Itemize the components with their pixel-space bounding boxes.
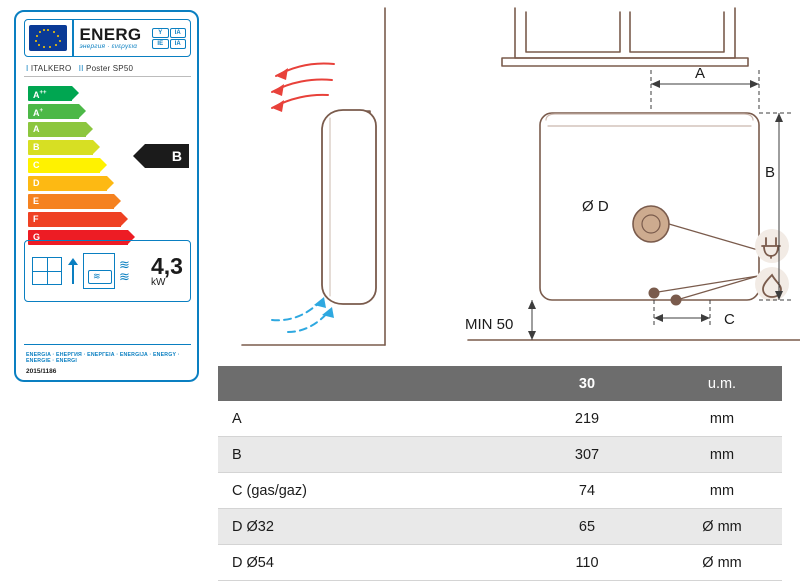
- energ-word: ENERG: [79, 24, 142, 44]
- energ-wordmark: [74, 26, 153, 51]
- scale-letter: C: [33, 160, 40, 170]
- energy-label: [14, 10, 199, 382]
- row-label: B: [232, 446, 242, 463]
- row-unit: mm: [709, 410, 735, 427]
- row-label: D Ø32: [232, 518, 274, 535]
- scale-row: [28, 176, 148, 191]
- table-header-row: [218, 366, 782, 401]
- scale-letter: G: [33, 232, 41, 242]
- scale-letter: E: [33, 196, 40, 206]
- table-header-cell-model: 30: [512, 366, 662, 401]
- dim-label-B: B: [764, 164, 776, 181]
- brand-name: ITALKERO: [30, 64, 72, 73]
- scale-row: [28, 86, 148, 101]
- footer-languages: ENERGIA · ЕНЕРГИЯ · ΕΝΕΡΓΕΙΑ · ENERGIJA · ENERGY · ENERGIE · ENERGI: [26, 352, 180, 364]
- scale-row: [28, 122, 148, 137]
- dim-label-D: Ø D: [582, 198, 609, 215]
- rated-class-letter: B: [171, 148, 182, 164]
- scale-row: [28, 140, 148, 155]
- scale-letter: A++: [33, 90, 47, 100]
- lang-code: IA: [170, 39, 187, 49]
- efficiency-scale: [28, 86, 148, 248]
- scale-letter: F: [33, 214, 39, 224]
- table-row: [218, 437, 782, 473]
- table-row: [218, 473, 782, 509]
- heat-waves-icon: ≋ ≋: [119, 257, 129, 284]
- scale-row: [28, 194, 148, 209]
- power-value: 4,3: [151, 252, 183, 279]
- technical-drawings: [210, 0, 800, 365]
- footer-divider: [24, 344, 191, 345]
- row-unit: Ø mm: [702, 518, 742, 535]
- energy-label-header: [24, 19, 191, 57]
- row-label: A: [232, 410, 242, 427]
- dim-label-C: C: [724, 311, 735, 328]
- heater-icon: ≋: [83, 253, 115, 289]
- table-body: [218, 401, 782, 581]
- rated-class-badge: [145, 144, 189, 168]
- row-value: 219: [574, 410, 600, 427]
- row-unit: Ø mm: [702, 554, 742, 571]
- table-header-cell-unit: u.m.: [662, 366, 782, 401]
- scale-letter: B: [33, 142, 40, 152]
- lang-code: IE: [152, 39, 169, 49]
- scale-row: [28, 212, 148, 227]
- row-unit: mm: [709, 446, 735, 463]
- dimensions-table: [218, 366, 782, 581]
- row-value: 110: [575, 554, 599, 571]
- table-row: [218, 509, 782, 545]
- lang-code: Y: [152, 28, 169, 38]
- brand-divider: [24, 76, 191, 77]
- dim-label-A: A: [694, 65, 706, 82]
- table-row: [218, 401, 782, 437]
- scale-row: [28, 158, 148, 173]
- eu-flag-icon: [29, 25, 67, 51]
- scale-letter: A+: [33, 108, 44, 118]
- regulation-number: 2015/1186: [26, 368, 57, 375]
- table-row: [218, 545, 782, 581]
- row-value: 307: [574, 446, 600, 463]
- row-value: 65: [578, 518, 596, 535]
- scale-row: [28, 104, 148, 119]
- row-label: C (gas/gaz): [232, 482, 307, 499]
- power-rating: [145, 252, 190, 288]
- table-header: [218, 366, 782, 401]
- power-unit: kW: [151, 276, 166, 288]
- row-unit: mm: [709, 482, 735, 499]
- model-prefix: II: [78, 64, 84, 73]
- language-codes: [152, 28, 186, 49]
- power-rating-box: [24, 240, 191, 302]
- brand-prefix: I: [26, 64, 29, 73]
- model-name: Poster SP50: [86, 64, 134, 73]
- scale-letter: D: [33, 178, 40, 188]
- scale-letter: A: [33, 124, 40, 134]
- arrow-up-icon: [65, 256, 81, 286]
- brand-line: [26, 64, 133, 73]
- dim-label-min: MIN 50: [465, 316, 514, 333]
- row-label: D Ø54: [232, 554, 274, 571]
- row-value: 74: [578, 482, 596, 499]
- lang-code: IA: [170, 28, 187, 38]
- window-icon: [32, 257, 62, 285]
- energ-subtitle: энергия · ενεργεια: [79, 42, 138, 50]
- table-header-cell-label: [218, 366, 512, 401]
